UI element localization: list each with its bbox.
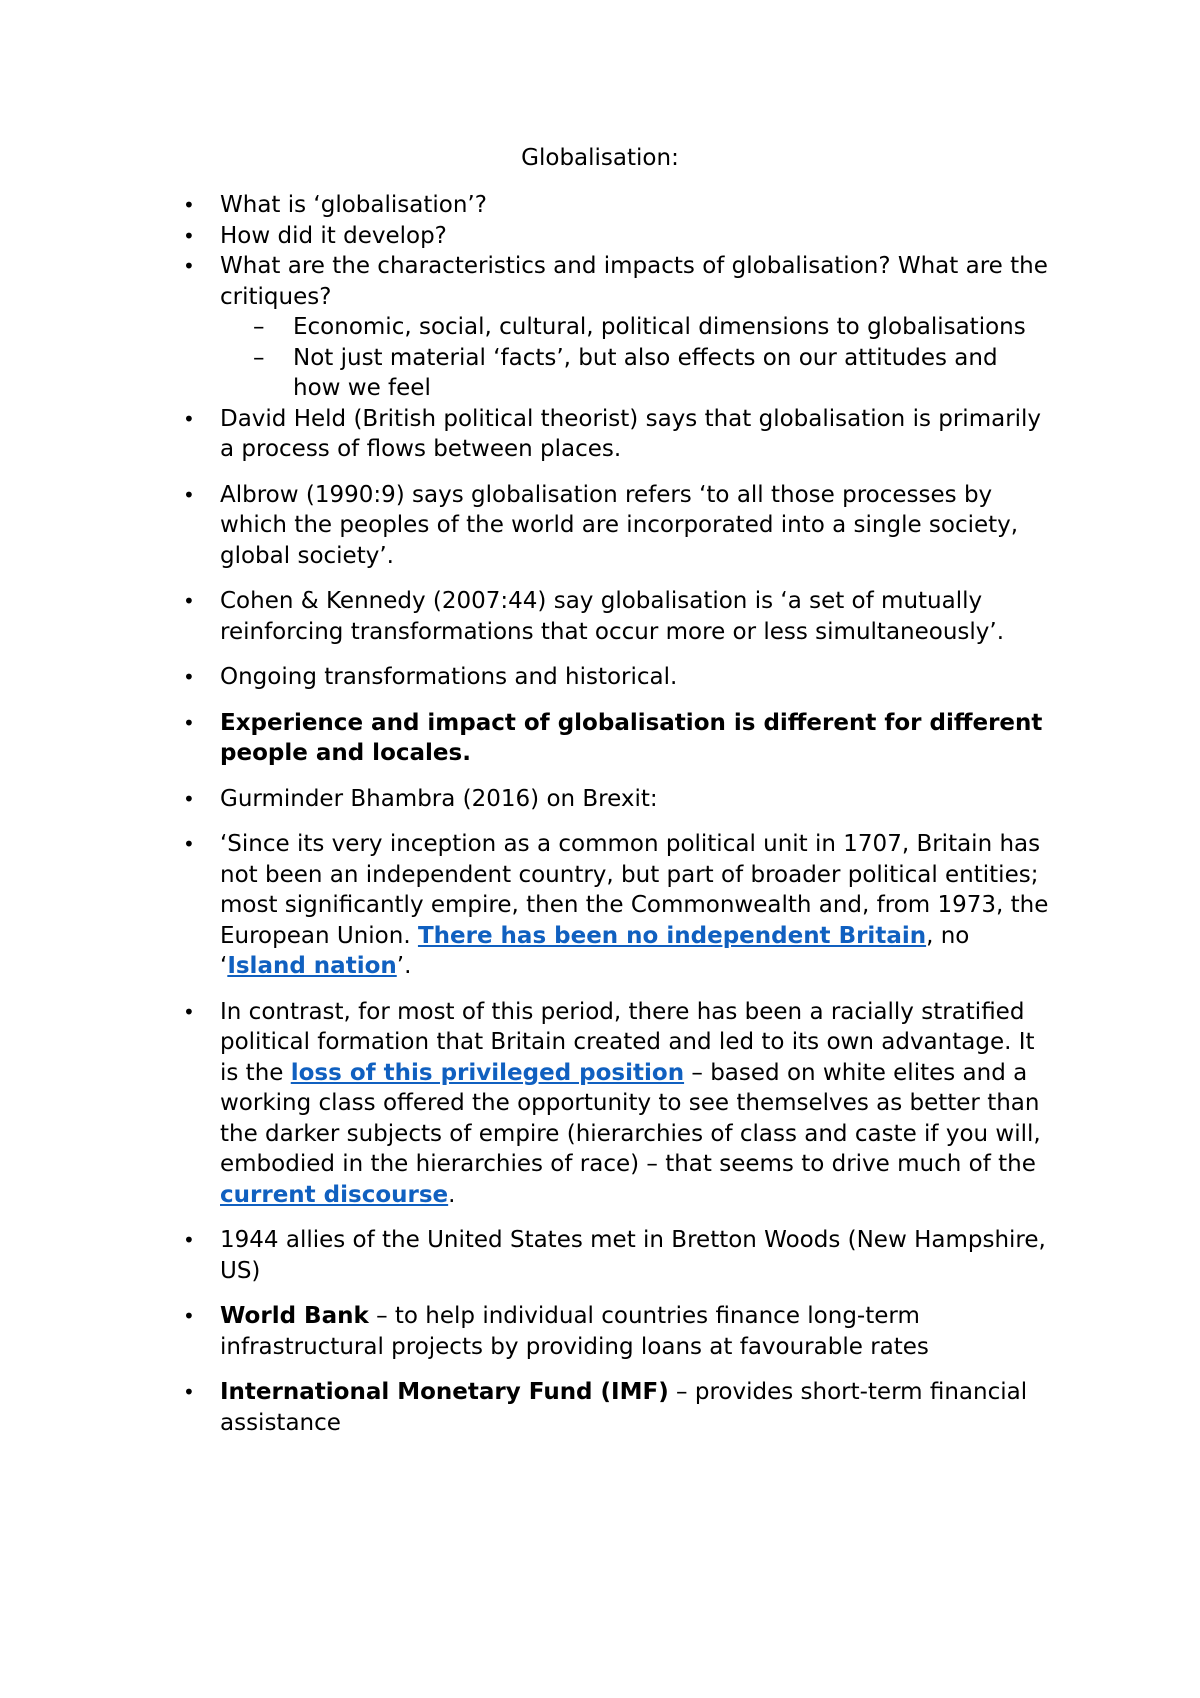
- item-text: Albrow (1990:9) says globalisation refers ‘to all those processes by which the peoples of the world are incorporated into a single society, global society’.: [220, 481, 1019, 569]
- quote-mid: , no ‘: [220, 922, 970, 979]
- list-item: [0, 829, 1200, 982]
- item-text: Cohen & Kennedy (2007:44) say globalisation is ‘a set of mutually reinforcing transformations that occur more or less simultaneously’.: [220, 588, 1005, 645]
- link-privileged-position[interactable]: loss of this privileged position: [290, 1059, 685, 1086]
- sub-item-text: Economic, social, cultural, political dimensions to globalisations: [293, 314, 1026, 340]
- quote-text: ‘Since its very inception as a common political unit in 1707, Britain has not been an independent country, but part of broader political entities; most significantly empire, then the Commonwealth and, from 1973, the European Union.: [220, 831, 1049, 949]
- bullet-icon: •: [183, 193, 195, 217]
- term-world-bank: World Bank: [220, 1303, 369, 1329]
- list-item: [0, 997, 1200, 1211]
- bullet-icon: •: [183, 710, 195, 735]
- list-item: [0, 404, 1200, 465]
- bullet-icon: •: [183, 254, 195, 278]
- term-imf: International Monetary Fund (IMF): [220, 1379, 669, 1405]
- list-item: [0, 221, 1200, 252]
- bullet-icon: •: [183, 1228, 195, 1252]
- bullet-icon: •: [183, 665, 195, 689]
- list-item: [0, 708, 1200, 769]
- link-island-nation[interactable]: Island nation: [227, 953, 397, 979]
- dash-icon: –: [253, 314, 265, 340]
- list-item: [0, 251, 1200, 312]
- item-text: What is ‘globalisation’?: [220, 192, 487, 218]
- contrast-text: In contrast, for most of this period, there has been a racially stratified political formation that Britain created and led to its own advantage. It is the: [220, 998, 1035, 1086]
- list-item: [0, 1377, 1200, 1438]
- list-item: [0, 784, 1200, 815]
- item-text: Gurminder Bhambra (2016) on Brexit:: [220, 785, 658, 812]
- link-no-independent-britain[interactable]: There has been no independent Britain: [417, 922, 927, 949]
- item-text: – provides short-term financial assistance: [220, 1379, 1028, 1436]
- item-text: How did it develop?: [220, 222, 447, 249]
- dash-icon: –: [253, 344, 265, 371]
- contrast-text: – based on white elites and a working class offered the opportunity to see themselves as better than the darker subjects of empire (hierarchies of class and caste if you will, embodied in the hierarchies of race) – that seems to drive much of the: [220, 1059, 1041, 1177]
- contrast-end: .: [448, 1181, 456, 1208]
- bullet-icon: •: [183, 1380, 195, 1404]
- bullet-icon: •: [183, 999, 195, 1024]
- bullet-icon: •: [183, 406, 195, 431]
- bullet-icon: •: [183, 223, 195, 248]
- page-title: Globalisation:: [521, 145, 679, 171]
- bullet-icon: •: [183, 832, 195, 856]
- bullet-list: [0, 190, 1200, 1438]
- link-current-discourse[interactable]: current discourse: [220, 1181, 449, 1208]
- item-text: Ongoing transformations and historical.: [220, 664, 678, 690]
- item-text: David Held (British political theorist) says that globalisation is primarily a process of flows between places.: [220, 405, 1042, 462]
- item-text: – to help individual countries finance long-term infrastructural projects by providing loans at favourable rates: [220, 1303, 929, 1360]
- list-item: [0, 1225, 1200, 1286]
- quote-end: ’.: [396, 953, 412, 979]
- bullet-icon: •: [183, 482, 195, 507]
- list-item: [0, 586, 1200, 647]
- list-item: [0, 662, 1200, 693]
- item-text-bold: Experience and impact of globalisation is different for different people and locales.: [220, 709, 1043, 766]
- item-text: 1944 allies of the United States met in Bretton Woods (New Hampshire, US): [220, 1227, 1046, 1284]
- list-item: [0, 190, 1200, 221]
- bullet-icon: •: [183, 786, 195, 811]
- sub-list-item: [0, 343, 1200, 404]
- list-item: [0, 480, 1200, 572]
- bullet-icon: •: [183, 589, 195, 613]
- list-item: [0, 1301, 1200, 1362]
- sub-list-item: [0, 312, 1200, 343]
- item-text: What are the characteristics and impacts of globalisation? What are the critiques?: [220, 253, 1048, 310]
- sub-item-text: Not just material ‘facts’, but also effects on our attitudes and how we feel: [293, 344, 998, 401]
- bullet-icon: •: [183, 1304, 195, 1328]
